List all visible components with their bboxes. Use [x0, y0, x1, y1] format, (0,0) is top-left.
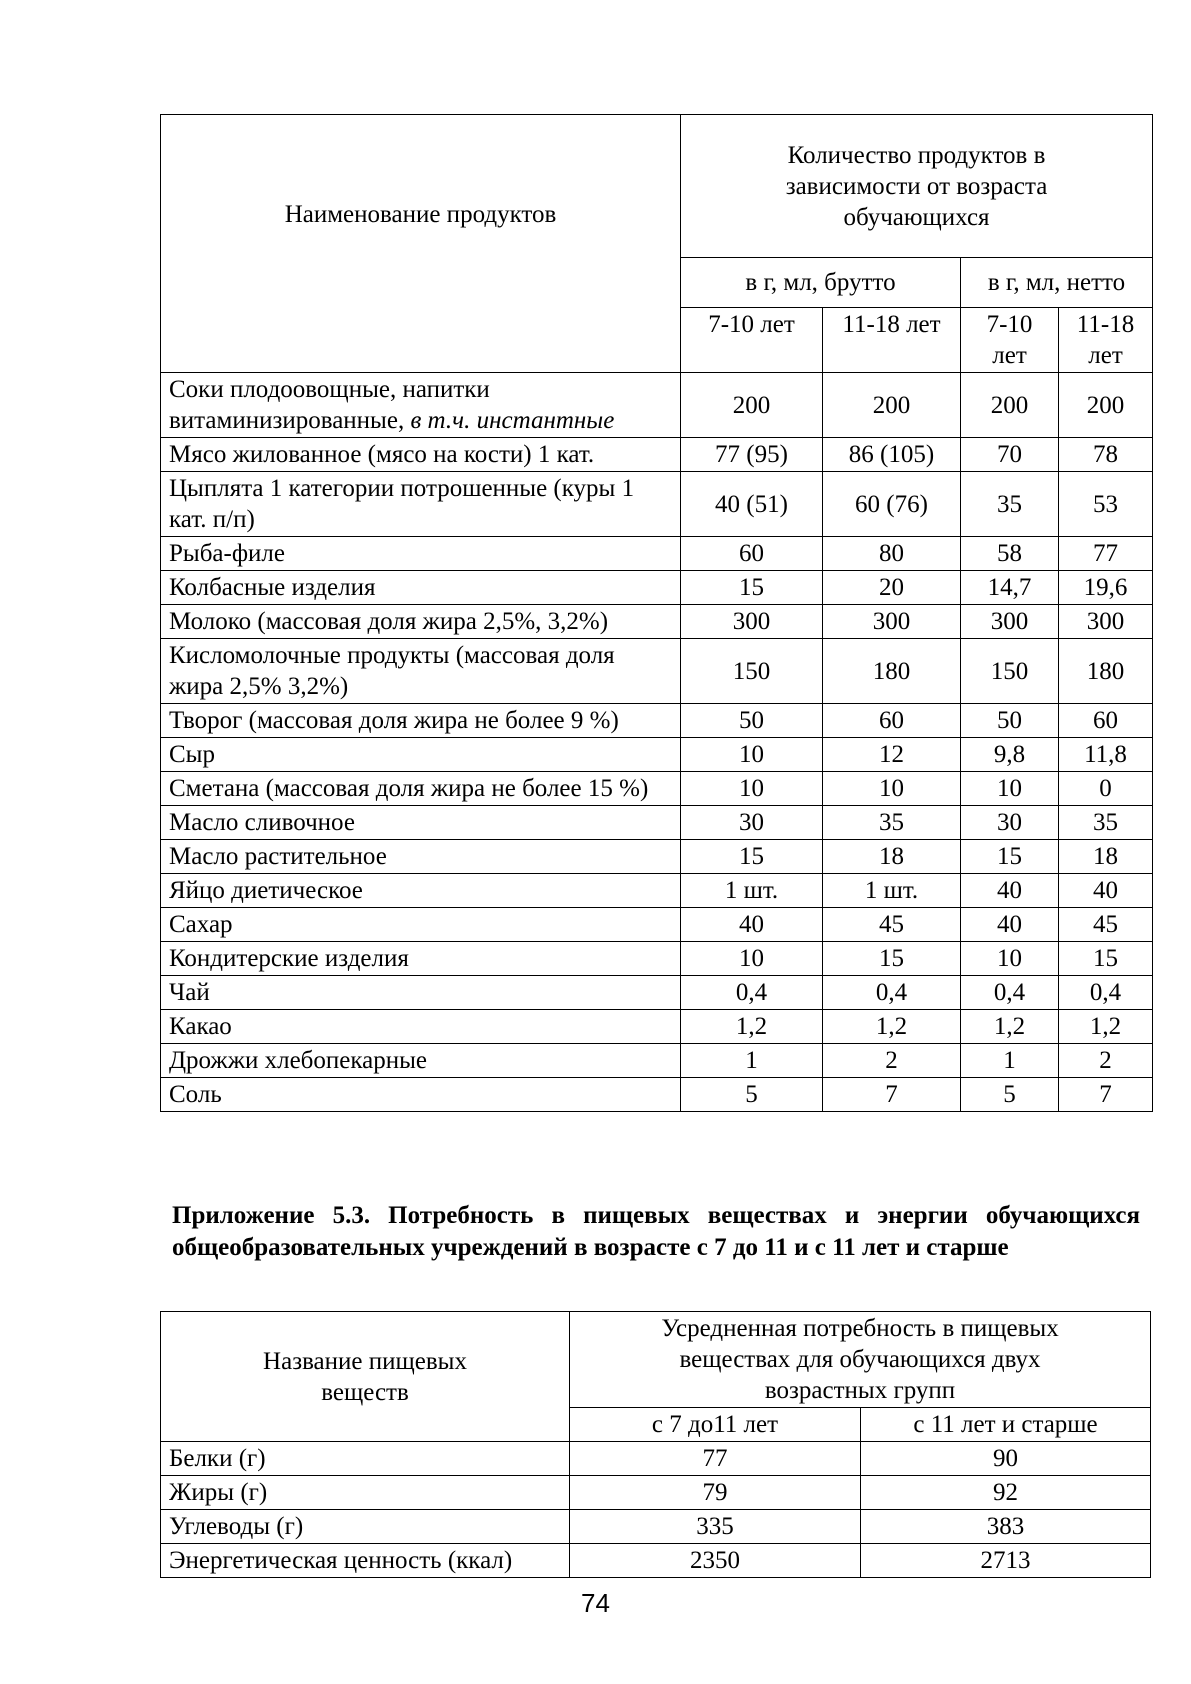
table-row — [161, 840, 1153, 874]
quantity-cell: 150 — [961, 639, 1059, 704]
nutrient-name: Энергетическая ценность (ккал) — [161, 1544, 570, 1578]
quantity-cell: 35 — [823, 806, 961, 840]
quantity-cell: 77 (95) — [681, 438, 823, 472]
header-quantity: Количество продуктов в зависимости от возраста обучающихся — [681, 115, 1153, 258]
table-row — [161, 976, 1153, 1010]
quantity-cell: 2 — [1059, 1044, 1153, 1078]
quantity-cell: 0 — [1059, 772, 1153, 806]
product-name — [161, 976, 681, 1010]
nutrient-value-cell: 79 — [570, 1476, 861, 1510]
header-average-need: Усредненная потребность в пищевых веществах для обучающихся двух возрастных групп — [570, 1312, 1151, 1408]
product-name-text: Молоко (массовая доля жира 2,5%, 3,2%) — [169, 608, 609, 635]
food-norms-table — [160, 114, 1153, 1112]
header-product-name: Наименование продуктов — [161, 115, 681, 373]
table-row — [161, 1044, 1153, 1078]
table-row — [161, 874, 1153, 908]
table-row — [161, 1078, 1153, 1112]
product-name-text: Творог (массовая доля жира не более 9 %) — [169, 707, 619, 734]
header-nutrient-name: Название пищевых веществ — [161, 1312, 570, 1442]
product-name — [161, 772, 681, 806]
quantity-cell: 70 — [961, 438, 1059, 472]
nutrient-value-cell: 2350 — [570, 1544, 861, 1578]
quantity-cell: 10 — [961, 942, 1059, 976]
quantity-cell: 30 — [681, 806, 823, 840]
product-name — [161, 639, 681, 704]
product-name — [161, 1044, 681, 1078]
quantity-cell: 19,6 — [1059, 571, 1153, 605]
quantity-cell: 1,2 — [823, 1010, 961, 1044]
quantity-cell: 10 — [961, 772, 1059, 806]
quantity-cell: 200 — [961, 373, 1059, 438]
appendix-caption: Приложение 5.3. Потребность в пищевых веществах и энергии обучающихся общеобразовательных учреждений в возрасте с 7 до 11 и с 11 лет и старше — [172, 1202, 1140, 1261]
quantity-cell: 150 — [681, 639, 823, 704]
quantity-cell: 1 шт. — [681, 874, 823, 908]
product-name-text: Колбасные изделия — [169, 574, 376, 601]
table-row — [161, 537, 1153, 571]
table-row — [161, 704, 1153, 738]
quantity-cell: 14,7 — [961, 571, 1059, 605]
nutrient-value-cell: 92 — [861, 1476, 1151, 1510]
quantity-cell: 15 — [961, 840, 1059, 874]
quantity-cell: 15 — [1059, 942, 1153, 976]
quantity-cell: 10 — [681, 772, 823, 806]
header-age-11-18-netto: 11-18 лет — [1059, 308, 1153, 373]
table-row — [161, 806, 1153, 840]
quantity-cell: 2 — [823, 1044, 961, 1078]
quantity-cell: 180 — [823, 639, 961, 704]
quantity-cell: 80 — [823, 537, 961, 571]
quantity-cell: 10 — [681, 738, 823, 772]
header-group-11-plus: с 11 лет и старше — [861, 1408, 1151, 1442]
quantity-cell: 1,2 — [1059, 1010, 1153, 1044]
product-name-text: Сыр — [169, 741, 215, 768]
quantity-cell: 15 — [823, 942, 961, 976]
quantity-cell: 60 (76) — [823, 472, 961, 537]
table-row — [161, 1476, 1151, 1510]
quantity-cell: 200 — [823, 373, 961, 438]
quantity-cell: 77 — [1059, 537, 1153, 571]
quantity-cell: 11,8 — [1059, 738, 1153, 772]
table-row — [161, 1544, 1151, 1578]
quantity-cell: 60 — [681, 537, 823, 571]
product-name-text: Сахар — [169, 911, 233, 938]
quantity-cell: 20 — [823, 571, 961, 605]
quantity-cell: 45 — [823, 908, 961, 942]
quantity-cell: 0,4 — [1059, 976, 1153, 1010]
product-name — [161, 874, 681, 908]
quantity-cell: 10 — [681, 942, 823, 976]
quantity-cell: 0,4 — [681, 976, 823, 1010]
quantity-cell: 35 — [961, 472, 1059, 537]
quantity-cell: 1,2 — [681, 1010, 823, 1044]
quantity-cell: 50 — [681, 704, 823, 738]
header-age-7-10-brutto: 7-10 лет — [681, 308, 823, 373]
product-name-text: Рыба-филе — [169, 540, 285, 567]
quantity-cell: 1 — [681, 1044, 823, 1078]
quantity-cell: 40 — [1059, 874, 1153, 908]
quantity-cell: 78 — [1059, 438, 1153, 472]
quantity-cell: 200 — [681, 373, 823, 438]
quantity-cell: 30 — [961, 806, 1059, 840]
table-row — [161, 639, 1153, 704]
product-name — [161, 942, 681, 976]
quantity-cell: 10 — [823, 772, 961, 806]
quantity-cell: 5 — [961, 1078, 1059, 1112]
table-row — [161, 373, 1153, 438]
product-name — [161, 1078, 681, 1112]
quantity-cell: 35 — [1059, 806, 1153, 840]
nutrient-value-cell: 335 — [570, 1510, 861, 1544]
nutrient-needs-table — [160, 1311, 1151, 1578]
quantity-cell: 300 — [681, 605, 823, 639]
product-name-note: в т.ч. инстантные — [410, 407, 615, 434]
header-age-7-10-netto: 7-10 лет — [961, 308, 1059, 373]
quantity-cell: 18 — [1059, 840, 1153, 874]
quantity-cell: 40 — [961, 874, 1059, 908]
quantity-cell: 60 — [1059, 704, 1153, 738]
quantity-cell: 200 — [1059, 373, 1153, 438]
header-brutto: в г, мл, брутто — [681, 258, 961, 308]
table-row — [161, 1510, 1151, 1544]
quantity-cell: 18 — [823, 840, 961, 874]
quantity-cell: 40 — [961, 908, 1059, 942]
table-row — [161, 571, 1153, 605]
quantity-cell: 300 — [1059, 605, 1153, 639]
header-age-11-18-brutto: 11-18 лет — [823, 308, 961, 373]
product-name — [161, 840, 681, 874]
product-name — [161, 704, 681, 738]
product-name-text: Мясо жилованное (мясо на кости) 1 кат. — [169, 441, 595, 468]
header-group-7-11: с 7 до11 лет — [570, 1408, 861, 1442]
table-row — [161, 772, 1153, 806]
quantity-cell: 45 — [1059, 908, 1153, 942]
product-name-text: Сметана (массовая доля жира не более 15 %) — [169, 775, 649, 802]
product-name — [161, 373, 681, 438]
quantity-cell: 40 — [681, 908, 823, 942]
nutrient-value-cell: 2713 — [861, 1544, 1151, 1578]
quantity-cell: 300 — [961, 605, 1059, 639]
product-name — [161, 571, 681, 605]
quantity-cell: 58 — [961, 537, 1059, 571]
product-name — [161, 1010, 681, 1044]
product-name — [161, 908, 681, 942]
nutrient-name: Жиры (г) — [161, 1476, 570, 1510]
quantity-cell: 40 (51) — [681, 472, 823, 537]
quantity-cell: 180 — [1059, 639, 1153, 704]
table-row — [161, 472, 1153, 537]
table-row — [161, 738, 1153, 772]
nutrient-value-cell: 383 — [861, 1510, 1151, 1544]
quantity-cell: 5 — [681, 1078, 823, 1112]
product-name-text: Кисломолочные продукты (массовая доля жира 2,5% 3,2%) — [169, 642, 615, 700]
table-row — [161, 908, 1153, 942]
quantity-cell: 1 шт. — [823, 874, 961, 908]
product-name-text: Соль — [169, 1081, 222, 1108]
quantity-cell: 53 — [1059, 472, 1153, 537]
product-name — [161, 537, 681, 571]
quantity-cell: 9,8 — [961, 738, 1059, 772]
product-name — [161, 806, 681, 840]
product-name-text: Цыплята 1 категории потрошенные (куры 1 кат. п/п) — [169, 475, 635, 533]
header-netto: в г, мл, нетто — [961, 258, 1153, 308]
table-row — [161, 1442, 1151, 1476]
product-name-text: Чай — [169, 979, 210, 1006]
quantity-cell: 0,4 — [823, 976, 961, 1010]
quantity-cell: 60 — [823, 704, 961, 738]
quantity-cell: 0,4 — [961, 976, 1059, 1010]
table-row — [161, 942, 1153, 976]
product-name-text: Масло сливочное — [169, 809, 355, 836]
product-name — [161, 472, 681, 537]
product-name-text: Дрожжи хлебопекарные — [169, 1047, 428, 1074]
nutrient-value-cell: 77 — [570, 1442, 861, 1476]
product-name — [161, 738, 681, 772]
page-number: 74 — [581, 1588, 610, 1618]
product-name — [161, 605, 681, 639]
table-row — [161, 438, 1153, 472]
quantity-cell: 86 (105) — [823, 438, 961, 472]
product-name-text: Яйцо диетическое — [169, 877, 363, 904]
quantity-cell: 15 — [681, 840, 823, 874]
product-name-text: Соки плодоовощные, напитки витаминизированные, — [169, 376, 490, 434]
quantity-cell: 12 — [823, 738, 961, 772]
quantity-cell: 15 — [681, 571, 823, 605]
table-row — [161, 605, 1153, 639]
quantity-cell: 7 — [1059, 1078, 1153, 1112]
quantity-cell: 50 — [961, 704, 1059, 738]
product-name-text: Кондитерские изделия — [169, 945, 409, 972]
nutrient-value-cell: 90 — [861, 1442, 1151, 1476]
product-name-text: Какао — [169, 1013, 232, 1040]
product-name — [161, 438, 681, 472]
product-name-text: Масло растительное — [169, 843, 387, 870]
quantity-cell: 300 — [823, 605, 961, 639]
quantity-cell: 7 — [823, 1078, 961, 1112]
quantity-cell: 1 — [961, 1044, 1059, 1078]
nutrient-name: Углеводы (г) — [161, 1510, 570, 1544]
nutrient-name: Белки (г) — [161, 1442, 570, 1476]
quantity-cell: 1,2 — [961, 1010, 1059, 1044]
table-row — [161, 1010, 1153, 1044]
